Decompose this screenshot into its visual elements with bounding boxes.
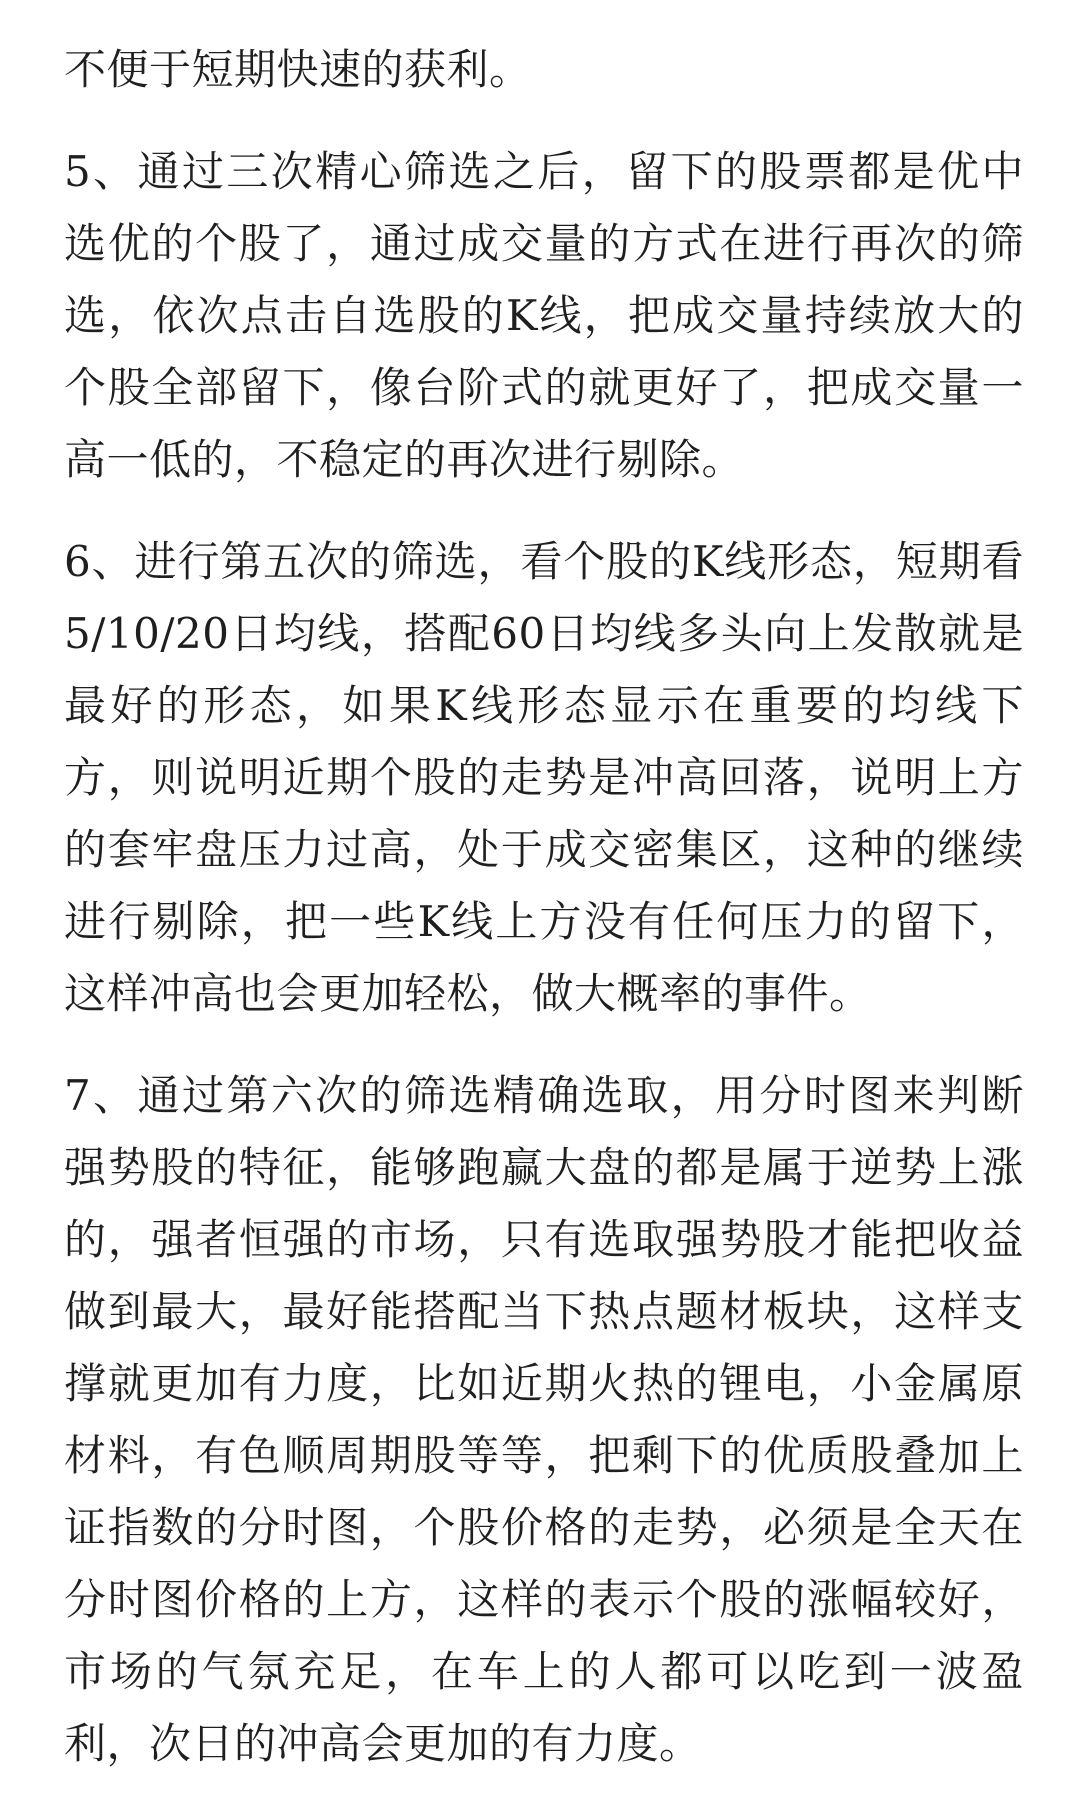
paragraph-intro-tail: 不便于短期快速的获利。 [64,45,532,94]
paragraph-step-7: 7、通过第六次的筛选精确选取，用分时图来判断强势股的特征，能够跑赢大盘的都是属于逆势上涨的，强者恒强的市场，只有选取强势股才能把收益做到最大，最好能搭配当下热点题材板块，这样支撑就更加有力度，比如近期火热的锂电，小金属原材料，有色顺周期股等等，把剩下的优质股叠加上证指数的分时图，个股价格的走势，必须是全天在分时图价格的上方，这样的表示个股的涨幅较好，市场的气氛充足，在车上的人都可以吃到一波盈利，次日的冲高会更加的有力度。 [64,1071,1024,1768]
paragraph-step-6: 6、进行第五次的筛选，看个股的K线形态，短期看5/10/20日均线，搭配60日均线多头向上发散就是最好的形态，如果K线形态显示在重要的均线下方，则说明近期个股的走势是冲高回落，说明上方的套牢盘压力过高，处于成交密集区，这种的继续进行剔除，把一些K线上方没有任何压力的留下，这样冲高也会更加轻松，做大概率的事件。 [64,537,1024,1018]
paragraph-step-5: 5、通过三次精心筛选之后，留下的股票都是优中选优的个股了，通过成交量的方式在进行再次的筛选，依次点击自选股的K线，把成交量持续放大的个股全部留下，像台阶式的就更好了，把成交量一高一低的，不稳定的再次进行剔除。 [64,147,1024,484]
article-body [64,34,1024,1780]
